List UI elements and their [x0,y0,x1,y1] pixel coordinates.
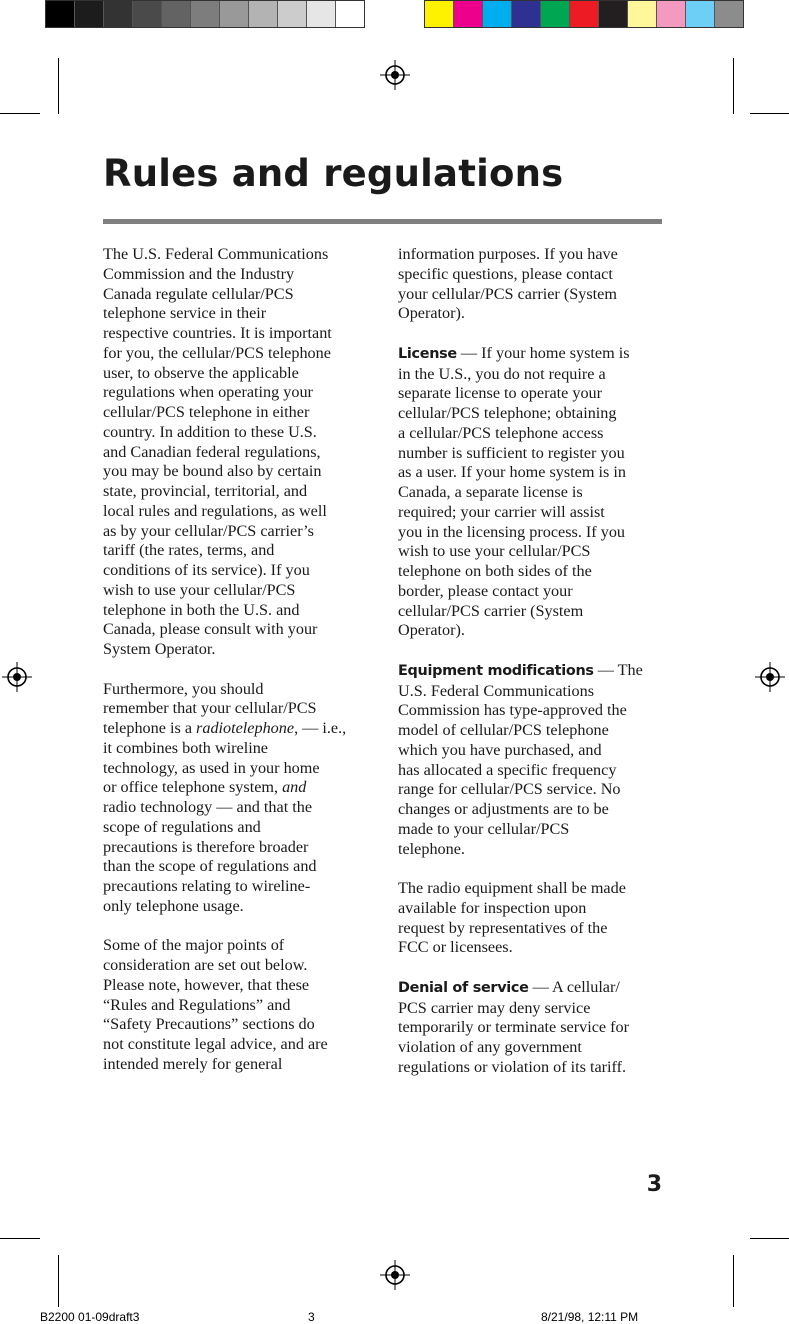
crop-mark [750,1238,789,1239]
color-swatch-7 [599,1,628,27]
color-swatch-4 [512,1,541,27]
license-section: License — If your home system is in the U.S., you do not require a separate license to operate your cellular/PCS telephone; obtaining a cellular/PCS telephone access number is sufficient to register you as a user. If your home system is in Canada, a separate license is required; your carrier will assist you in the licensing process. If you wish to use your cellular/PCS telephone on both sides of the border, please contact your cellular/PCS carrier (System Operator). [398,343,630,640]
gray-swatch-10 [307,1,336,27]
license-heading: License [398,345,457,362]
gray-swatch-7 [220,1,249,27]
color-swatch-6 [570,1,599,27]
equipment-heading: Equipment modifications [398,662,594,679]
crop-mark [733,58,734,114]
crop-mark [0,113,40,114]
grayscale-calibration-bar [45,0,365,28]
title-rule [103,219,662,224]
crop-mark [58,1255,59,1307]
gray-swatch-6 [191,1,220,27]
consideration-paragraph: Some of the major points of consideration are set out below. Please note, however, that these “Rules and Regulations” and “Safety Precautions” sections do not constitute legal advice, and are intended merely for general [103,936,328,1073]
crop-mark [733,1255,734,1307]
registration-target-icon [2,662,32,692]
gray-swatch-3 [104,1,133,27]
gray-swatch-4 [133,1,162,27]
radio-inspection-paragraph: The radio equipment shall be made available for inspection upon request by representatives of the FCC or licensees. [398,879,626,957]
color-swatch-1 [425,1,454,27]
radiotelephone-paragraph: Furthermore, you should remember that your cellular/PCS telephone is a radiotelephone, — i.e., it combines both wireline technology, as used in your home or office telephone system, and radio technology — and that the scope of regulations and precautions is therefore broader than the scope of regulations and precautions relating to wireline- only telephone usage. [103,679,347,915]
crop-mark [0,1238,40,1239]
footer-page: 3 [308,1310,315,1324]
footer-filename: B2200 01-09draft3 [40,1310,140,1324]
color-swatch-10 [686,1,715,27]
color-swatch-2 [454,1,483,27]
gray-swatch-1 [46,1,75,27]
right-column [398,245,664,1097]
radiotelephone-term: radiotelephone [196,719,295,737]
color-swatch-11 [715,1,743,27]
registration-target-icon [380,1260,410,1290]
equipment-section: Equipment modifications — The U.S. Federal Communications Commission has type-approved the model of cellular/PCS telephone which you have purchased, and has allocated a specific frequency range for cellular/PCS service. No changes or adjustments are to be made to your cellular/PCS telephone. [398,660,643,858]
and-emphasis: and [282,778,307,797]
color-swatch-8 [628,1,657,27]
gray-swatch-5 [162,1,191,27]
registration-target-icon [380,60,410,90]
gray-swatch-2 [75,1,104,27]
gray-swatch-8 [249,1,278,27]
page-number: 3 [646,1172,662,1197]
denial-section: Denial of service — A cellular/ PCS carrier may deny service temporarily or terminate service for violation of any government regulations or violation of its tariff. [398,977,630,1076]
intro-paragraph: The U.S. Federal Communications Commission and the Industry Canada regulate cellular/PCS telephone service in their respective countries. It is important for you, the cellular/PCS telephone user, to observe the applicable regulations when operating your cellular/PCS telephone in either country. In addition to these U.S. and Canadian federal regulations, you may be bound also by certain state, provincial, territorial, and local rules and regulations, as well as by your cellular/PCS carrier’s tariff (the rates, terms, and conditions of its service). If you wish to use your cellular/PCS telephone in both the U.S. and Canada, please consult with your System Operator. [103,245,332,658]
denial-heading: Denial of service [398,979,529,996]
left-column [103,245,369,1094]
page-title: Rules and regulations [103,152,564,195]
gray-swatch-11 [336,1,364,27]
color-swatch-9 [657,1,686,27]
footer-timestamp: 8/21/98, 12:11 PM [541,1310,639,1324]
crop-mark [750,113,789,114]
crop-mark [58,58,59,114]
registration-target-icon [755,662,785,692]
color-swatch-5 [541,1,570,27]
gray-swatch-9 [278,1,307,27]
information-paragraph: information purposes. If you have specific questions, please contact your cellular/PCS carrier (System Operator). [398,245,618,323]
color-calibration-bar [424,0,744,28]
color-swatch-3 [483,1,512,27]
